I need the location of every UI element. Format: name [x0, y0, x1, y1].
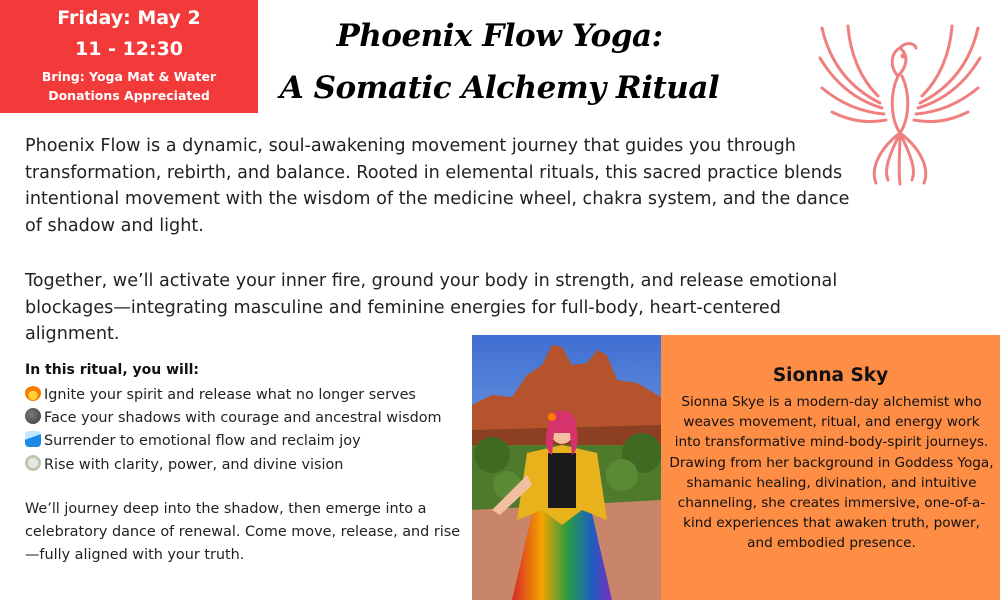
- list-item-text: Ignite your spirit and release what no longer serves: [44, 387, 416, 403]
- event-date: Friday: May 2: [57, 7, 201, 29]
- ritual-heading: In this ritual, you will:: [25, 362, 200, 378]
- dove-icon: [25, 455, 41, 471]
- list-item-text: Surrender to emotional flow and reclaim joy: [44, 433, 361, 450]
- event-time: 11 - 12:30: [74, 38, 184, 60]
- event-donation-note: Donations Appreciated: [48, 88, 210, 103]
- event-bring-note: Bring: Yoga Mat & Water: [41, 69, 217, 84]
- instructor-bio-box: [661, 335, 1000, 600]
- ritual-list: [25, 384, 465, 477]
- instructor-photo: [472, 335, 661, 600]
- list-item: [25, 407, 465, 430]
- new-moon-icon: [25, 408, 41, 424]
- intro-paragraph-2: Together, we’ll activate your inner fire, ground your body in strength, and release emotional blockages—integrating masculine and feminine energies for full-body, heart-centered alignment.: [25, 271, 838, 344]
- list-item: [25, 430, 465, 453]
- ritual-closing-text: We’ll journey deep into the shadow, then emerge into a celebratory dance of renewal. Come move, release, and rise—fully aligned with your truth.: [25, 501, 461, 564]
- page-title-line-2: A Somatic Alchemy Ritual: [279, 70, 720, 106]
- list-item: [25, 454, 465, 477]
- intro-paragraph-1: Phoenix Flow is a dynamic, soul-awakening movement journey that guides you through transformation, rebirth, and balance. Rooted in elemental rituals, this sacred practice blends intentional movement with the wisdom of the medicine wheel, chakra system, and the dance of shadow and light.: [25, 136, 850, 236]
- fire-icon: [25, 385, 41, 401]
- page-title-line-1: Phoenix Flow Yoga:: [336, 18, 663, 54]
- list-item-text: Face your shadows with courage and ancestral wisdom: [44, 410, 442, 427]
- wave-icon: [25, 431, 41, 447]
- event-info-box: [0, 0, 258, 113]
- list-item: [25, 384, 465, 407]
- list-item-text: Rise with clarity, power, and divine vision: [44, 456, 344, 473]
- instructor-name: Sionna Sky: [772, 365, 889, 386]
- instructor-bio: Sionna Skye is a modern-day alchemist who weaves movement, ritual, and energy work into transformative mind-body-spirit journeys. Drawing from her background in Goddess Yoga, shamanic healing, divination, and intuitive channeling, she creates immersive, one-of-a-kind experiences that awaken truth, power, and embodied presence.: [669, 394, 994, 552]
